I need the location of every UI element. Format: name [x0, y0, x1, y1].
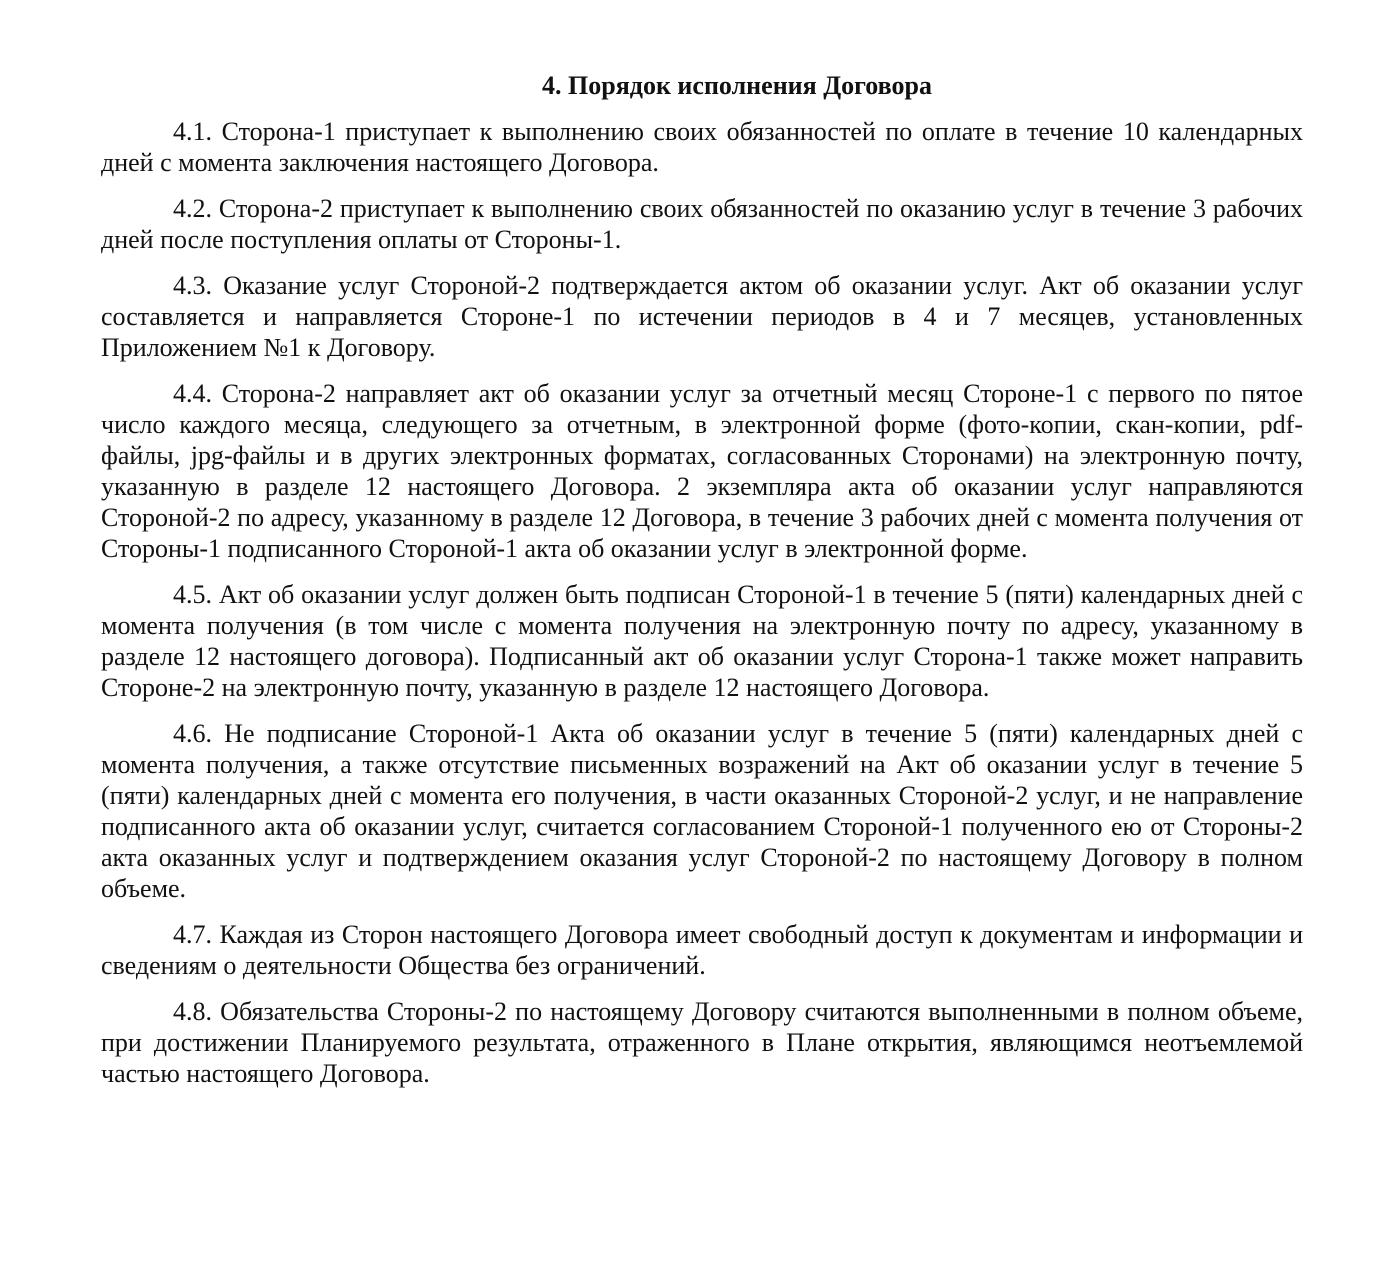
clause-4-2: 4.2. Сторона-2 приступает к выполнению своих обязанностей по оказанию услуг в течение 3 рабочих дней после поступления оплаты от Стороны-1. [101, 194, 1303, 254]
section-title: 4. Порядок исполнения Договора [542, 71, 932, 100]
clause-4-8: 4.8. Обязательства Стороны-2 по настоящему Договору считаются выполненными в полном объеме, при достижении Планируемого результата, отраженного в Плане открытия, являющимся неотъемлемой частью настоящего Договора. [101, 997, 1303, 1088]
clause-4-7: 4.7. Каждая из Сторон настоящего Договора имеет свободный доступ к документам и информации и сведениям о деятельности Общества без ограничений. [101, 920, 1303, 980]
clause-4-1: 4.1. Сторона-1 приступает к выполнению своих обязанностей по оплате в течение 10 календарных дней с момента заключения настоящего Договора. [101, 117, 1303, 177]
document-page [101, 70, 1303, 1104]
clause-4-6: 4.6. Не подписание Стороной-1 Акта об оказании услуг в течение 5 (пяти) календарных дней с момента получения, а также отсутствие письменных возражений на Акт об оказании услуг в течение 5 (пяти) календарных дней с момента его получения, в части оказанных Стороной-2 услуг, и не направление подписанного акта об оказании услуг, считается согласованием Стороной-1 полученного ею от Стороны-2 акта оказанных услуг и подтверждением оказания услуг Стороной-2 по настоящему Договору в полном объеме. [101, 719, 1303, 903]
clause-4-3: 4.3. Оказание услуг Стороной-2 подтверждается актом об оказании услуг. Акт об оказании услуг составляется и направляется Стороне-1 по истечении периодов в 4 и 7 месяцев, установленных Приложением №1 к Договору. [101, 271, 1303, 362]
clause-4-5: 4.5. Акт об оказании услуг должен быть подписан Стороной-1 в течение 5 (пяти) календарных дней с момента получения (в том числе с момента получения на электронную почту по адресу, указанному в разделе 12 настоящего договора). Подписанный акт об оказании услуг Сторона-1 также может направить Стороне-2 на электронную почту, указанную в разделе 12 настоящего Договора. [101, 580, 1303, 702]
clause-4-4: 4.4. Сторона-2 направляет акт об оказании услуг за отчетный месяц Стороне-1 с первого по пятое число каждого месяца, следующего за отчетным, в электронной форме (фото-копии, скан-копии, pdf-файлы, jpg-файлы и в других электронных форматах, согласованных Сторонами) на электронную почту, указанную в разделе 12 настоящего Договора. 2 экземпляра акта об оказании услуг направляются Стороной-2 по адресу, указанному в разделе 12 Договора, в течение 3 рабочих дней с момента получения от Стороны-1 подписанного Стороной-1 акта об оказании услуг в электронной форме. [101, 379, 1303, 563]
